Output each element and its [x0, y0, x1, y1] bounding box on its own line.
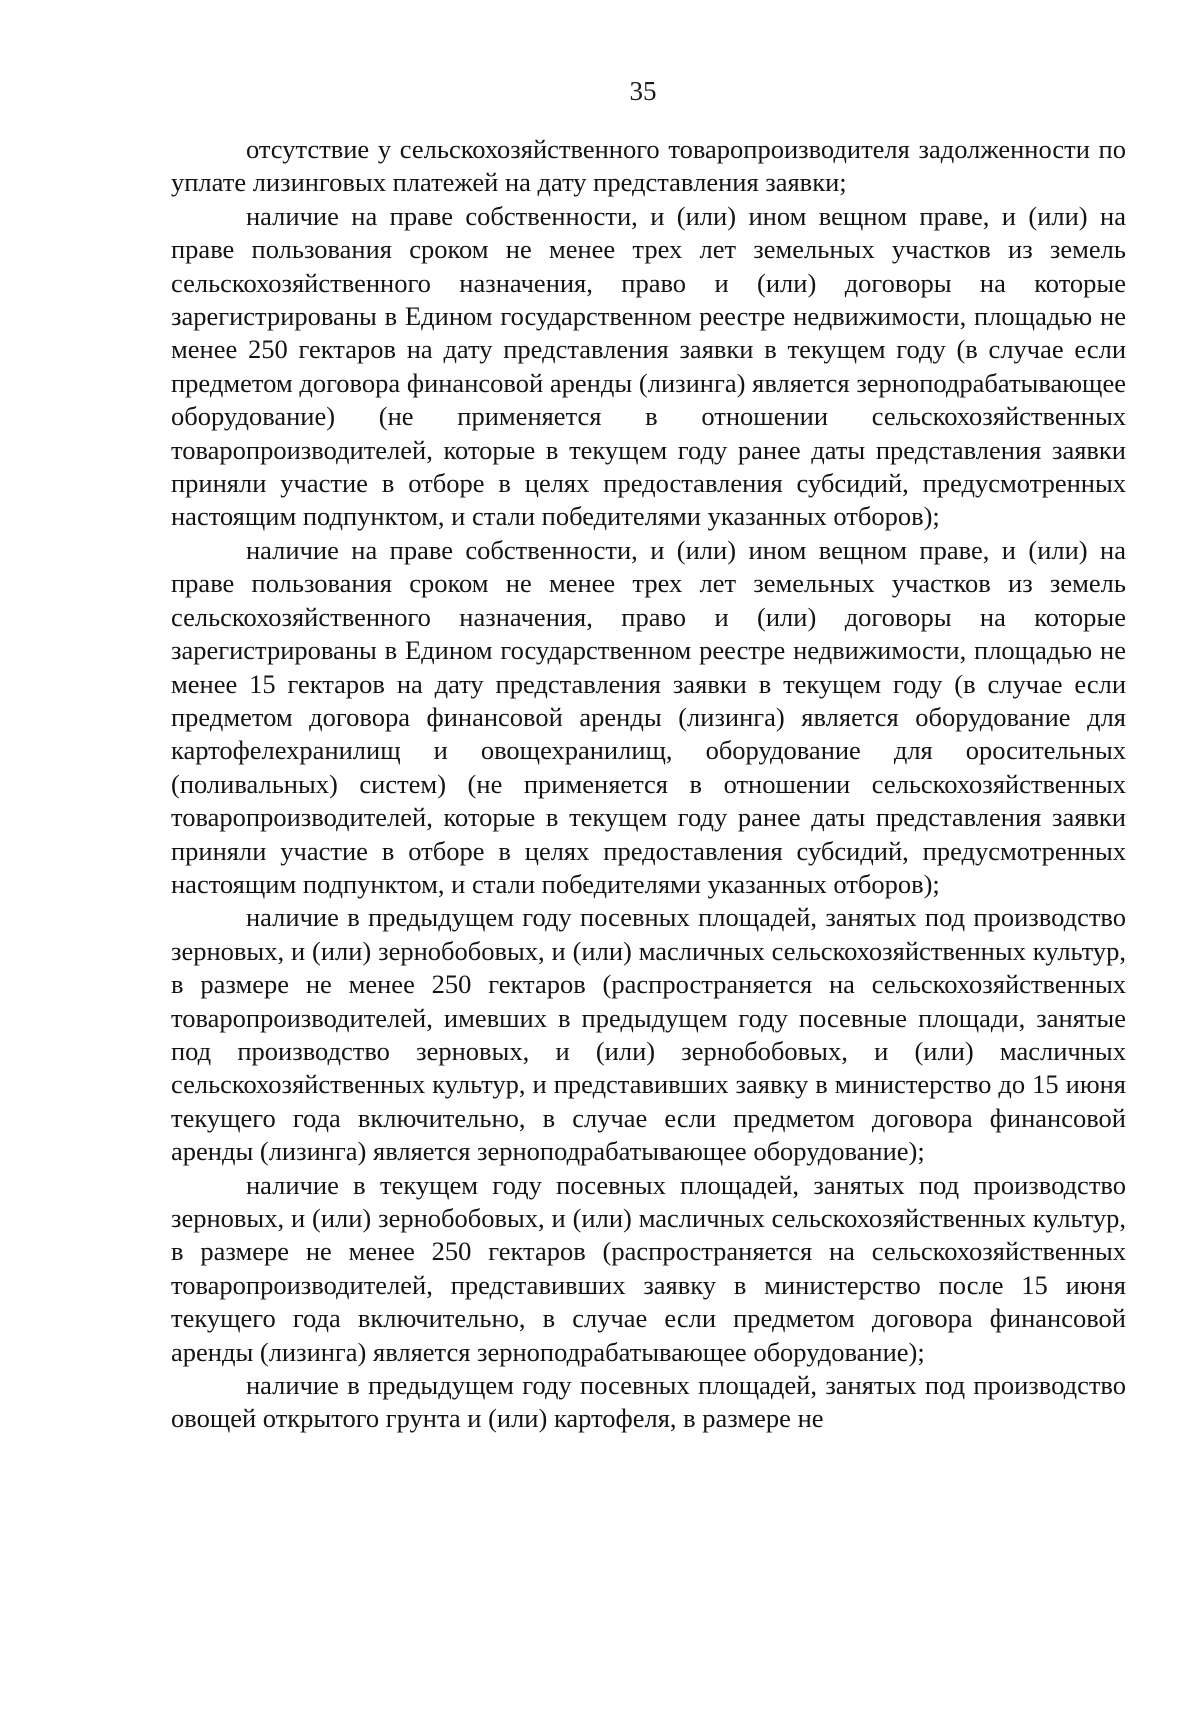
paragraph-land-15-hectares: наличие на праве собственности, и (или) ином вещном праве, и (или) на праве пользования сроком не менее трех лет земельных участков из земель сельскохозяйственного назначения, право и (или) договоры на которые зарегистрированы в Едином государственном реестре недвижимости, площадью не менее 15 гектаров на дату представления заявки в текущем году (в случае если предметом договора финансовой аренды (лизинга) является оборудование для картофелехранилищ и овощехранилищ, оборудование для оросительных (поливальных) систем) (не применяется в отношении сельскохозяйственных товаропроизводителей, которые в текущем году ранее даты представления заявки приняли участие в отборе в целях предоставления субсидий, предусмотренных настоящим подпунктом, и стали победителями указанных отборов); — [171, 534, 1126, 899]
paragraph-land-250-hectares: наличие на праве собственности, и (или) ином вещном праве, и (или) на праве пользования сроком не менее трех лет земельных участков из земель сельскохозяйственного назначения, право и (или) договоры на которые зарегистрированы в Едином государственном реестре недвижимости, площадью не менее 250 гектаров на дату представления заявки в текущем году (в случае если предметом договора финансовой аренды (лизинга) является зерноподрабатывающее оборудование) (не применяется в отношении сельскохозяйственных товаропроизводителей, которые в текущем году ранее даты представления заявки приняли участие в отборе в целях предоставления субсидий, предусмотренных настоящим подпунктом, и стали победителями указанных отборов); — [171, 200, 1126, 532]
paragraph-previous-year-sown-area: наличие в предыдущем году посевных площадей, занятых под производство зерновых, и (или) зернобобовых, и (или) масличных сельскохозяйственных культур, в размере не менее 250 гектаров (распространяется на сельскохозяйственных товаропроизводителей, имевших в предыдущем году посевные площади, занятые под производство зерновых, и (или) зернобобовых, и (или) масличных сельскохозяйственных культур, и представивших заявку в министерство до 15 июня текущего года включительно, в случае если предметом договора финансовой аренды (лизинга) является зерноподрабатывающее оборудование); — [171, 902, 1126, 1167]
page-number: 35 — [629, 76, 657, 106]
paragraph-debt-absence: отсутствие у сельскохозяйственного товаропроизводителя задолженности по уплате лизинговых платежей на дату представления заявки; — [171, 134, 1126, 198]
paragraph-vegetables-potatoes-area: наличие в предыдущем году посевных площадей, занятых под производство овощей открытого грунта и (или) картофеля, в размере не — [171, 1370, 1126, 1434]
paragraph-current-year-sown-area: наличие в текущем году посевных площадей, занятых под производство зерновых, и (или) зернобобовых, и (или) масличных сельскохозяйственных культур, в размере не менее 250 гектаров (распространяется на сельскохозяйственных товаропроизводителей, представивших заявку в министерство после 15 июня текущего года включительно, в случае если предметом договора финансовой аренды (лизинга) является зерноподрабатывающее оборудование); — [171, 1169, 1126, 1367]
document-body — [171, 133, 1126, 1436]
